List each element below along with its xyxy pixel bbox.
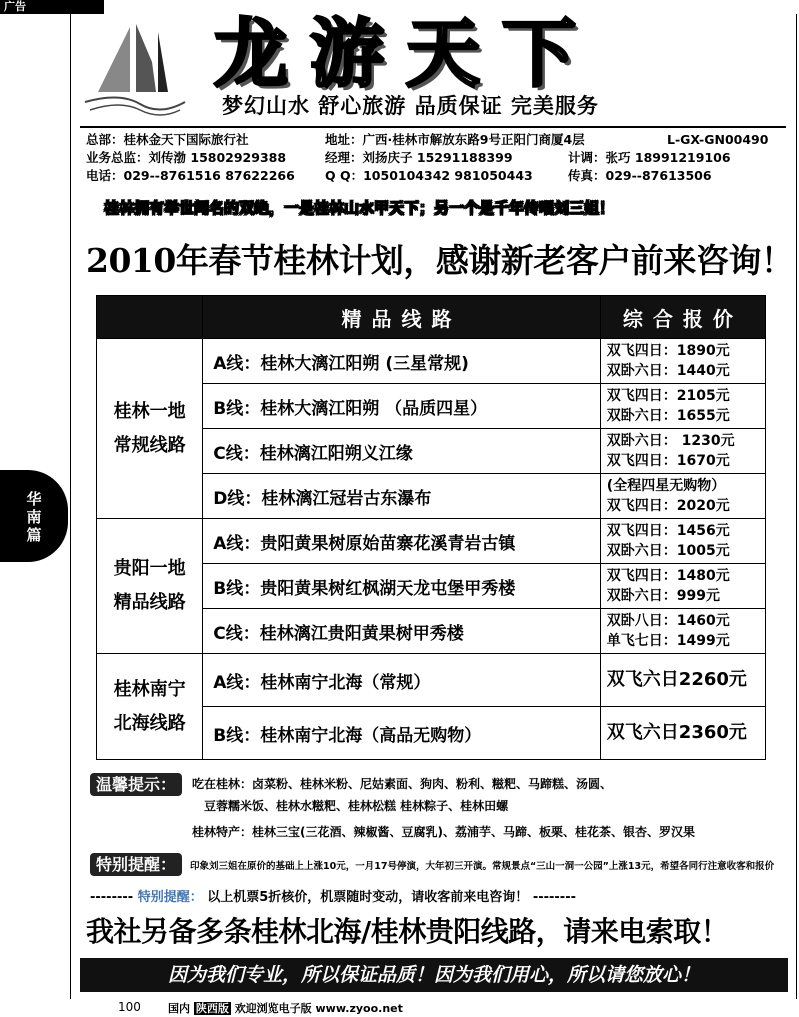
price-cell: 双飞六日2260元 [600, 654, 765, 707]
price-line: 双飞四日：1480元 [606, 568, 730, 584]
table-header-row [97, 296, 766, 339]
price-line: 双卧六日：1440元 [606, 363, 730, 379]
tagline: 桂林拥有举世闻名的双绝，一是桂林山水甲天下；另一个是千年传唱刘三姐！ [104, 199, 615, 217]
side-tab-char: 华 [26, 490, 42, 508]
headline: 2010年春节桂林计划，感谢新老客户前来咨询！ [86, 241, 794, 280]
footer-region: 国内 [168, 1002, 190, 1015]
address-value: 广西·桂林市解放东路9号正阳门商厦4层 [362, 132, 585, 147]
price-line: 双飞四日：2105元 [606, 388, 730, 404]
route-cell: A线：桂林南宁北海（常规） [203, 654, 601, 707]
table-row [97, 339, 766, 384]
price-cell [600, 429, 765, 474]
footer-site[interactable]: 欢迎浏览电子版 www.zyoo.net [234, 1002, 403, 1015]
qq-value: 1050104342 981050443 [363, 168, 533, 183]
price-line: 双卧八日：1460元 [606, 613, 730, 629]
price-cell [600, 519, 765, 564]
group-name-line1: 贵阳一地 [113, 558, 186, 579]
price-cell: 双飞六日2360元 [600, 707, 765, 760]
qq [325, 167, 533, 184]
planner [568, 149, 731, 166]
group-name-line2: 精品线路 [113, 592, 186, 613]
frame-left-border [70, 14, 71, 999]
address [325, 131, 585, 148]
route-cell: C线：桂林漓江贵阳黄果树甲秀楼 [203, 609, 601, 654]
license-number: L-GX-GN00490 [667, 132, 769, 147]
tips-label [90, 772, 182, 795]
manager-label: 经理： [325, 150, 363, 165]
hq-value: 桂林金天下国际旅行社 [123, 132, 249, 147]
address-label: 地址： [325, 132, 363, 147]
table-row [97, 654, 766, 707]
manager [325, 149, 513, 166]
tips-food-line2: 豆蓉糯米饭、桂林水糍粑、桂林松糕 桂林粽子、桂林田螺 [204, 799, 509, 813]
frame-right-border [796, 14, 797, 999]
group-name-line1: 桂林一地 [113, 400, 186, 422]
tips-specialty: 桂林特产：桂林三宝(三花酒、辣椒酱、豆腐乳)、荔浦芋、马蹄、板栗、桂花茶、银杏、罗汉果 [192, 825, 695, 839]
tel-value: 029--8761516 87622266 [123, 168, 295, 183]
ad-tag: 广告 [0, 0, 104, 14]
special-label-2: 特别提醒： [137, 890, 203, 905]
fax [568, 167, 712, 184]
header-route: 精品线路 [203, 296, 601, 339]
info-row-3 [86, 167, 295, 184]
side-tab-char: 篇 [26, 526, 42, 544]
route-cell: D线：桂林漓江冠岩古东瀑布 [203, 474, 601, 519]
sail-logo [80, 22, 190, 117]
biz-label: 业务总监： [86, 150, 149, 165]
footer-edition: 陕西版 [195, 1002, 229, 1015]
price-line: (全程四星无购物） [606, 478, 726, 494]
price-line: 双飞四日：2020元 [606, 498, 730, 514]
group-name-line2: 常规线路 [113, 434, 186, 456]
route-cell: B线：桂林大漓江阳朔 （品质四星） [203, 384, 601, 429]
side-tab-char: 南 [26, 508, 42, 526]
price-line: 双卧六日：999元 [606, 588, 721, 604]
biz-value: 刘传渤 15802929388 [148, 150, 287, 165]
price-cell [600, 339, 765, 384]
route-cell: A线：贵阳黄果树原始苗寨花溪青岩古镇 [203, 519, 601, 564]
price-line: 双卧六日：1005元 [606, 543, 730, 559]
fax-value: 029--87613506 [605, 168, 712, 183]
planner-label: 计调： [568, 150, 606, 165]
route-cell: A线：桂林大漓江阳朔 (三星常规) [203, 339, 601, 384]
group-name-line1: 桂林南宁 [113, 678, 186, 700]
price-line: 双飞四日：1456元 [606, 523, 730, 539]
price-cell [600, 609, 765, 654]
price-cell [600, 564, 765, 609]
footer-banner: 因为我们专业，所以保证品质！因为我们用心，所以请您放心！ [80, 958, 788, 992]
header-divider [80, 126, 786, 128]
bottom-headline: 我社另备多条桂林北海/桂林贵阳线路，请来电索取！ [86, 915, 729, 948]
price-line: 单飞七日：1499元 [606, 633, 730, 649]
group-guiyang [97, 519, 203, 654]
brand-slogan: 梦幻山水 舒心旅游 品质保证 完美服务 [222, 93, 599, 118]
page-number: 100 [118, 1000, 141, 1014]
footer-line [168, 1000, 403, 1016]
table-row [97, 519, 766, 564]
price-line: 双卧六日： 1230元 [606, 433, 735, 449]
dash-rule: -------- [532, 890, 576, 905]
price-line: 双飞四日：1670元 [606, 453, 730, 469]
planner-value: 张巧 18991219106 [605, 150, 731, 165]
header-price: 综合报价 [600, 296, 765, 339]
route-cell: B线：桂林南宁北海（高品无购物） [203, 707, 601, 760]
price-line: 双飞四日：1890元 [606, 343, 730, 359]
special-line-2 [90, 886, 576, 905]
special-badge: 特别提醒： [90, 853, 182, 876]
header-blank [97, 296, 203, 339]
dash-rule: -------- [90, 890, 134, 905]
route-cell: C线：桂林漓江阳朔义江缘 [203, 429, 601, 474]
brand-title: 龙游天下 [214, 11, 598, 97]
info-row-2 [86, 149, 286, 166]
manager-value: 刘扬庆子 15291188399 [362, 150, 513, 165]
special-label [90, 852, 182, 875]
tel-label: 电话： [86, 168, 124, 183]
special-text: 印象刘三姐在原价的基础上上涨10元，一月17号停演，大年初三开演。常规景点“三山一洞一公园”上涨13元，希望各同行注意收客和报价 [190, 861, 775, 872]
region-side-tab [0, 470, 68, 562]
group-name-line2: 北海线路 [113, 712, 186, 734]
group-guilin [97, 339, 203, 519]
price-line: 双卧六日：1655元 [606, 408, 730, 424]
tips-badge: 温馨提示： [90, 773, 182, 796]
tips-food-line1: 吃在桂林：卤菜粉、桂林米粉、尼姑素面、狗肉、粉利、糍粑、马蹄糕、汤圆、 [192, 777, 613, 791]
group-nanning-beihai [97, 654, 203, 760]
price-cell [600, 474, 765, 519]
route-table [96, 295, 766, 760]
fax-label: 传真： [568, 168, 606, 183]
hq-label: 总部： [86, 132, 124, 147]
price-cell [600, 384, 765, 429]
route-cell: B线：贵阳黄果树红枫湖天龙屯堡甲秀楼 [203, 564, 601, 609]
info-row-1 [86, 131, 249, 148]
special-text-2: 以上机票5折核价，机票随时变动，请收客前来电咨询！ [207, 890, 529, 905]
qq-label: Q Q： [325, 168, 364, 183]
